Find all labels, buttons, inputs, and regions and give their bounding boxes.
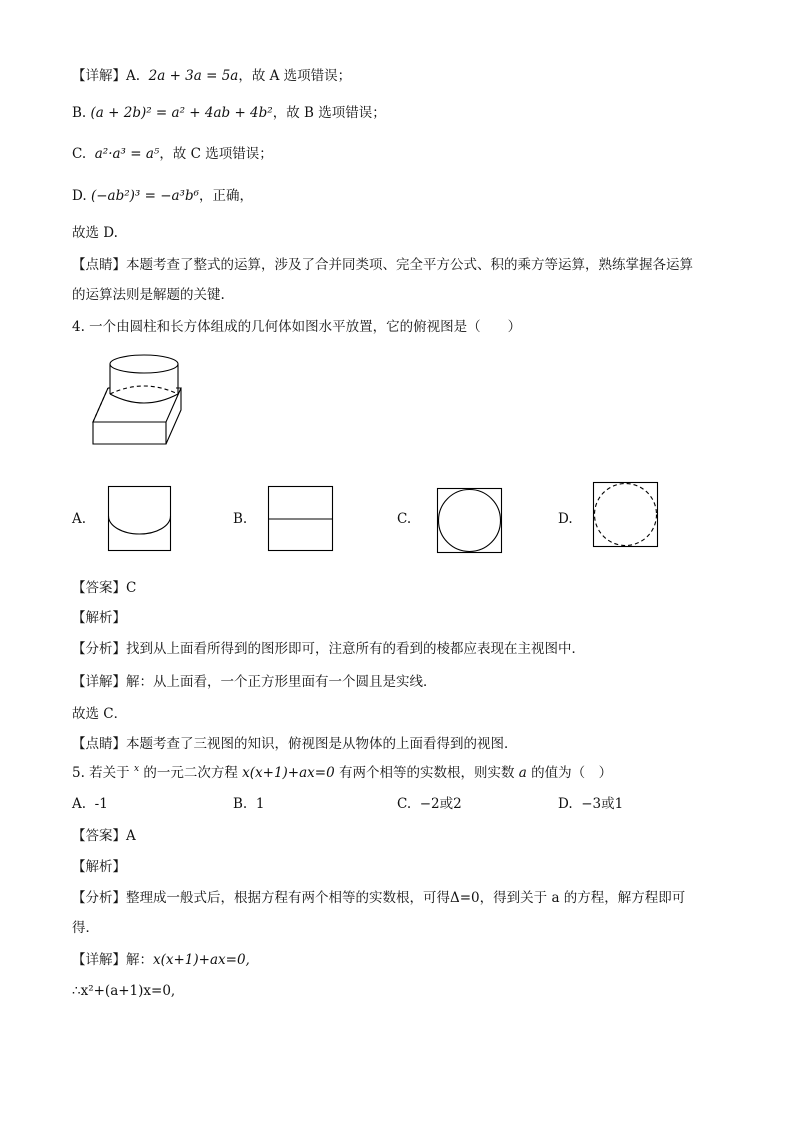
q3-dianjing-line2: 的运算法则是解题的关键.: [72, 287, 225, 303]
conclusion-text: ，故 A 选项错误；: [238, 68, 352, 84]
equation: x(x+1)+ax=0,: [153, 952, 250, 968]
option-label: D.: [558, 796, 573, 812]
option-value: 1: [255, 796, 265, 812]
math-expression: (a + 2b)² = a² + 4ab + 4b²: [90, 105, 273, 121]
q5-step2: ∴x²+(a+1)x=0,: [72, 983, 176, 999]
q5-answer: 【答案】A: [72, 828, 136, 844]
q4-option-a-figure: [108, 486, 172, 552]
q3-detail-a: [72, 67, 351, 85]
variable-a: a: [518, 765, 527, 781]
option-value: −2或2: [419, 796, 462, 812]
conclusion-text: ，故 C 选项错误；: [159, 146, 273, 162]
q5-option-a[interactable]: [72, 795, 108, 813]
math-expression: a²·a³ = a⁵: [94, 146, 160, 162]
option-label: A.: [72, 796, 87, 812]
option-label: C.: [397, 796, 412, 812]
q4-option-c-figure: [437, 488, 503, 554]
q4-option-d-label[interactable]: D.: [558, 511, 573, 527]
stem-text: 的值为（ ）: [531, 765, 613, 781]
q5-option-d[interactable]: [558, 795, 623, 813]
stem-text: 有两个相等的实数根，则实数: [338, 765, 515, 781]
q5-fenxi-line2: 得．: [72, 920, 99, 936]
q5-xiangjie: [72, 951, 250, 969]
conclusion-text: ，正确，: [199, 188, 254, 204]
detail-tag: 【详解】: [72, 68, 126, 84]
q5-stem: [72, 764, 612, 782]
q5-fenxi-line1: 【分析】整理成一般式后，根据方程有两个相等的实数根，可得Δ=0，得到关于 a 的方程，解方程即可: [72, 890, 686, 906]
conclusion-text: ，故 B 选项错误；: [272, 105, 386, 121]
q4-jiexi: 【解析】: [72, 610, 126, 626]
q4-stem: 4. 一个由圆柱和长方体组成的几何体如图水平放置，它的俯视图是（ ）: [72, 319, 522, 335]
stem-text: 的一元二次方程: [143, 765, 238, 781]
q4-dianjing: 【点睛】本题考查了三视图的知识，俯视图是从物体的上面看得到的视图．: [72, 736, 518, 752]
q4-fenxi: 【分析】找到从上面看所得到的图形即可，注意所有的看到的棱都应表现在主视图中．: [72, 641, 585, 657]
option-prefix: B.: [72, 105, 87, 121]
stem-text: 5. 若关于: [72, 765, 130, 781]
q4-choice: 故选 C．: [72, 706, 128, 722]
option-prefix: D.: [72, 188, 87, 204]
q5-option-b[interactable]: [233, 795, 264, 813]
q4-solid-figure: [88, 350, 188, 450]
option-prefix: C.: [72, 146, 87, 162]
q4-option-d-figure: [593, 482, 659, 548]
q4-option-c-label[interactable]: C.: [397, 511, 412, 527]
q3-detail-b: [72, 104, 386, 122]
equation: x(x+1)+ax=0: [242, 765, 335, 781]
q4-option-b-label[interactable]: B.: [233, 511, 248, 527]
math-expression: (−ab²)³ = −a³b⁶: [90, 188, 200, 204]
variable-x: x: [133, 764, 140, 774]
q4-answer: 【答案】C: [72, 580, 137, 596]
option-value: -1: [94, 796, 108, 812]
math-expression: 2a + 3a = 5a: [148, 68, 239, 84]
q5-option-c[interactable]: [397, 795, 462, 813]
detail-tag: 【详解】解：: [72, 952, 153, 968]
option-label: B.: [233, 796, 248, 812]
q5-jiexi: 【解析】: [72, 859, 126, 875]
option-prefix: A.: [126, 68, 141, 84]
q3-dianjing-line1: 【点睛】本题考查了整式的运算，涉及了合并同类项、完全平方公式、积的乘方等运算，熟练掌握各运算: [72, 257, 693, 273]
q4-option-b-figure: [268, 486, 334, 552]
option-value: −3或1: [581, 796, 624, 812]
q4-option-a-label[interactable]: A.: [72, 511, 87, 527]
q3-detail-c: [72, 145, 273, 163]
q3-detail-d: [72, 187, 253, 205]
q4-xiangjie: 【详解】解：从上面看，一个正方形里面有一个圆且是实线．: [72, 674, 437, 690]
q3-choice: 故选 D.: [72, 225, 118, 241]
